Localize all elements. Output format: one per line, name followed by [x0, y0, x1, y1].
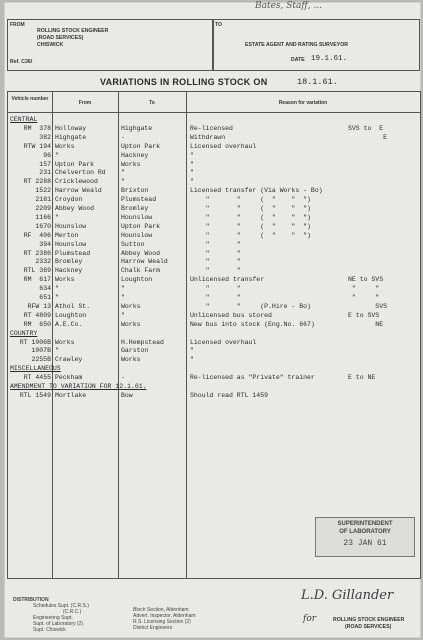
from-cell: Hounslow — [55, 222, 87, 230]
from-cell: Peckham — [55, 374, 83, 382]
from-cell: Works — [55, 338, 75, 346]
to-cell: H.Hempstead — [121, 338, 164, 346]
note-cell: SVS to E — [348, 124, 384, 132]
col-reason: Reason for variation — [278, 100, 328, 106]
reason-cell: " — [190, 347, 194, 355]
from-cell: Works — [55, 142, 75, 150]
note-cell: E to SVS — [348, 311, 380, 319]
reason-cell: Unlicensed bus stored — [190, 311, 272, 319]
to-cell: Plumstead — [121, 196, 157, 204]
reason-cell: Unlicensed transfer — [190, 276, 265, 284]
from-cell: Bromley — [55, 258, 83, 266]
table-row — [8, 214, 420, 223]
to-cell: Upton Park — [121, 222, 161, 230]
reason-cell: " — [190, 356, 194, 364]
received-stamp — [315, 517, 415, 557]
distribution-item: Engineering Supt. — [33, 615, 73, 621]
from-line3: CHISWICK — [37, 42, 64, 48]
signoff-line2: (ROAD SERVICES) — [345, 624, 392, 630]
reason-cell: " " — [190, 267, 241, 275]
reason-cell: " " — [190, 249, 241, 257]
note-cell: SVS — [348, 302, 388, 310]
page-title: VARIATIONS IN ROLLING STOCK ON — [100, 77, 268, 87]
signature: L.D. Gillander — [301, 588, 394, 603]
col-vehicle-number: Vehicle number — [11, 96, 49, 102]
to-cell: " — [121, 178, 125, 186]
from-cell: Highgate — [55, 133, 87, 141]
from-line2: (ROAD SERVICES) — [37, 35, 84, 41]
table-row — [8, 169, 420, 178]
table-row — [8, 374, 420, 383]
reason-cell: New bus into stock (Eng.No. 667) — [190, 320, 315, 328]
distribution-middle — [133, 607, 196, 631]
from-cell: " — [55, 294, 59, 301]
table-row — [8, 143, 420, 152]
distribution-item: Bloch Section, Aldenham — [133, 607, 189, 613]
vehicle-number-cell: 382 — [39, 133, 51, 141]
to-cell: " — [121, 311, 125, 319]
to-cell: Loughton — [121, 276, 153, 284]
distribution-item: Supt. Chiswick — [33, 627, 66, 633]
stamp-date: 23 JAN 61 — [343, 539, 387, 548]
from-cell: Plumstead — [55, 249, 91, 257]
distribution-item: District Engineers — [133, 625, 173, 631]
vehicle-number-cell: 2332 — [35, 258, 51, 266]
to-cell: Harrow Weald — [121, 258, 168, 266]
from-cell: Loughton — [55, 311, 87, 319]
to-cell: Sutton — [121, 240, 145, 248]
note-cell: NE — [348, 320, 384, 328]
stamp-line1: SUPERINTENDENT — [337, 521, 393, 527]
date-label: DATE — [291, 57, 305, 63]
section-heading — [8, 116, 420, 125]
vehicle-number-cell: RT 4455 — [23, 374, 51, 382]
note-cell: E — [348, 133, 388, 141]
from-cell: " — [55, 347, 59, 355]
distribution-left — [33, 603, 89, 633]
to-line1: ESTATE AGENT AND RATING SURVEYOR — [245, 42, 348, 48]
reason-cell: " " (P.Hire - Bo) — [190, 302, 311, 310]
table-row — [8, 285, 420, 294]
table-row — [8, 321, 420, 330]
table-row — [8, 294, 420, 303]
vehicle-number-cell: 2181 — [35, 196, 51, 204]
table-row — [8, 125, 420, 134]
to-cell: Highgate — [121, 124, 153, 132]
table-row — [8, 223, 420, 232]
distribution-item: Advert. Inspector, Aldenham — [133, 613, 196, 619]
from-label: FROM — [10, 22, 25, 28]
table-row — [8, 178, 420, 187]
to-cell: Brixton — [121, 187, 149, 195]
distribution-label: DISTRIBUTION — [13, 597, 49, 603]
from-cell: Merton — [55, 231, 79, 239]
vehicle-number-cell: 157 — [39, 160, 51, 168]
to-cell: " — [121, 285, 125, 293]
from-cell: A.E.Co. — [55, 320, 83, 328]
reason-cell: " — [190, 151, 194, 159]
note-cell: " " — [348, 285, 380, 293]
from-cell: Upton Park — [55, 160, 95, 168]
reason-cell: " " ( " " ") — [190, 213, 311, 221]
reason-cell: " " — [190, 285, 241, 293]
handwritten-note: Bates, Staff, ... — [255, 1, 323, 11]
vehicle-number-cell: AMENDMENT TO VARIATION FOR 12.1.61. — [10, 383, 147, 390]
section-heading — [8, 365, 420, 374]
from-cell: " — [55, 285, 59, 293]
variations-table — [7, 91, 421, 579]
reason-cell: " — [190, 160, 194, 168]
reason-cell: Withdrawn — [190, 133, 226, 141]
table-row — [8, 347, 420, 356]
distribution-item: Supt. of Laboratory (2) — [33, 621, 84, 627]
from-cell: Athol St. — [55, 302, 91, 310]
vehicle-number-cell: 231 — [39, 169, 51, 177]
signoff-line1: ROLLING STOCK ENGINEER — [333, 617, 405, 623]
to-cell: Hounslow — [121, 231, 153, 239]
reference: Ref. C36/ — [10, 59, 33, 65]
to-cell: Hounslow — [121, 213, 153, 221]
reason-cell: " " — [190, 240, 241, 248]
table-row — [8, 356, 420, 365]
table-row — [8, 276, 420, 285]
date-value: 19.1.61. — [311, 55, 348, 63]
from-line1: ROLLING STOCK ENGINEER — [37, 28, 109, 34]
vehicle-number-cell: RF 406 — [23, 231, 51, 239]
vehicle-number-cell: 96 — [43, 151, 51, 159]
reason-cell: Re-licensed as "Private" trainer — [190, 374, 315, 382]
from-cell: " — [55, 151, 59, 159]
note-cell: NE to SVS — [348, 276, 384, 284]
vehicle-number-cell: 2209 — [35, 205, 51, 212]
vehicle-number-cell: 651 — [39, 294, 51, 301]
table-row — [8, 152, 420, 161]
section-heading — [8, 383, 420, 392]
vehicle-number-cell: RT 2386 — [23, 249, 51, 257]
to-cell: " — [121, 169, 125, 177]
note-cell: " " — [348, 294, 380, 301]
vehicle-number-cell: 1007B — [31, 347, 51, 355]
col-to: To — [149, 100, 155, 106]
to-cell: Works — [121, 302, 141, 310]
reason-cell: " — [190, 178, 194, 186]
to-cell: Bow — [121, 391, 133, 399]
reason-cell: " " ( " " ") — [190, 222, 311, 230]
vehicle-number-cell: RM 650 — [23, 320, 51, 328]
from-cell: Hounslow — [55, 240, 87, 248]
table-row — [8, 205, 420, 214]
to-cell: Upton Park — [121, 142, 161, 150]
to-label: TO — [215, 22, 222, 28]
from-cell: Mortlake — [55, 391, 87, 399]
reason-cell: Licensed overhaul — [190, 142, 257, 150]
to-cell: - — [121, 133, 125, 141]
table-row — [8, 196, 420, 205]
to-cell: Works — [121, 320, 141, 328]
table-row — [8, 241, 420, 250]
distribution-item: R.S. Licensing Section (2) — [133, 619, 191, 625]
vehicle-number-cell: RTW 194 — [23, 142, 51, 150]
reason-cell: Re-licensed — [190, 124, 233, 132]
vehicle-number-cell: 1522 — [35, 187, 51, 195]
note-cell: E to NE — [348, 374, 376, 382]
to-cell: Works — [121, 356, 141, 364]
reason-cell: " " ( " " ") — [190, 205, 311, 212]
vehicle-number-cell: RM 378 — [23, 124, 51, 132]
table-row — [8, 232, 420, 241]
table-row — [8, 312, 420, 321]
table-row — [8, 187, 420, 196]
from-cell: Works — [55, 276, 75, 284]
from-cell: Holloway — [55, 124, 87, 132]
vehicle-number-cell: CENTRAL — [10, 116, 38, 123]
vehicle-number-cell: COUNTRY — [10, 329, 38, 337]
reason-cell: " " ( " " ") — [190, 196, 311, 204]
from-cell: Hackney — [55, 267, 83, 275]
reason-cell: " — [190, 169, 194, 177]
table-row — [8, 134, 420, 143]
from-cell: Cricklewood — [55, 178, 98, 186]
from-cell: Crawley — [55, 356, 83, 364]
table-row — [8, 303, 420, 312]
vehicle-number-cell: 2255B — [31, 356, 51, 364]
from-cell: Chelverton Rd — [55, 169, 106, 177]
from-cell: Abbey Wood — [55, 205, 95, 212]
section-heading — [8, 330, 420, 339]
to-cell: Abbey Wood — [121, 249, 161, 257]
to-cell: - — [121, 374, 125, 382]
vehicle-number-cell: RT 1006B — [19, 338, 51, 346]
table-row — [8, 258, 420, 267]
from-cell: Harrow Weald — [55, 187, 102, 195]
vehicle-number-cell: RTL 369 — [23, 267, 51, 275]
to-cell: Bromley — [121, 205, 149, 212]
table-row — [8, 161, 420, 170]
vehicle-number-cell: RT 2288 — [23, 178, 51, 186]
vehicle-number-cell: 1670 — [35, 222, 51, 230]
vehicle-number-cell: 1166 — [35, 213, 51, 221]
from-cell: " — [55, 213, 59, 221]
col-from: From — [78, 100, 92, 106]
vehicle-number-cell: 634 — [39, 285, 51, 293]
to-cell: Garston — [121, 347, 149, 355]
from-cell: Croydon — [55, 196, 83, 204]
to-cell: Chalk Farm — [121, 267, 161, 275]
reason-cell: Licensed transfer (Via Works - Bo) — [190, 187, 323, 195]
reason-cell: " " — [190, 258, 241, 266]
vehicle-number-cell: MISCELLANEOUS — [10, 365, 61, 373]
document-sheet — [4, 2, 421, 638]
distribution-item: Schedules Supt. (C.R.S.) — [33, 603, 89, 609]
to-cell: " — [121, 294, 125, 301]
reason-cell: " " — [190, 294, 241, 301]
vehicle-number-cell: RT 4809 — [23, 311, 51, 319]
table-row — [8, 339, 420, 348]
reason-cell: " " ( " " ") — [190, 231, 311, 239]
vehicle-number-cell: RTL 1549 — [19, 391, 51, 399]
distribution-item: (C.R.C.) — [63, 609, 82, 615]
table-row — [8, 250, 420, 259]
reason-cell: Should read RTL 1459 — [190, 391, 269, 399]
signature-note: for — [303, 614, 317, 624]
table-row — [8, 392, 420, 401]
vehicle-number-cell: 394 — [39, 240, 51, 248]
title-date: 18.1.61. — [297, 77, 338, 87]
vehicle-number-cell: RM 617 — [23, 276, 51, 284]
to-cell: Hackney — [121, 151, 149, 159]
vehicle-number-cell: RFW 13 — [27, 302, 51, 310]
to-cell: Works — [121, 160, 141, 168]
stamp-line2: OF LABORATORY — [339, 529, 391, 535]
table-row — [8, 267, 420, 276]
reason-cell: Licensed overhaul — [190, 338, 257, 346]
